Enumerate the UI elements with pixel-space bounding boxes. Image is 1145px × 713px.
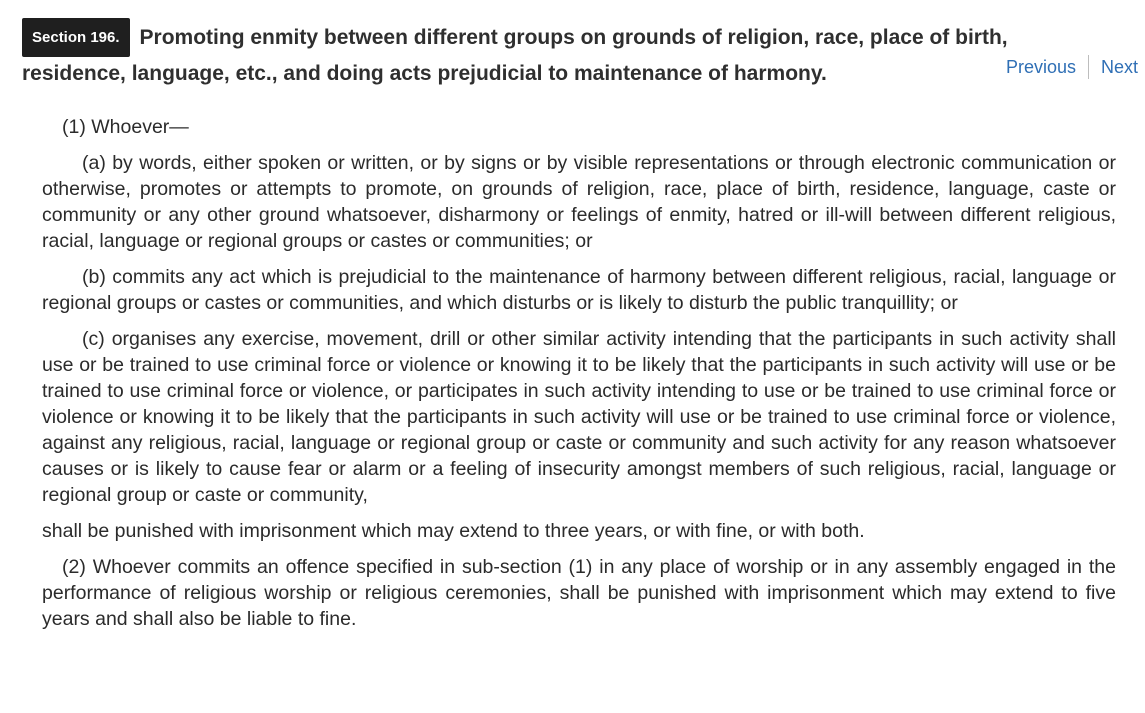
previous-link[interactable]: Previous: [1005, 57, 1076, 77]
section-header: [22, 18, 1140, 90]
section-navigation: [1006, 54, 1138, 80]
next-link[interactable]: Next: [1100, 57, 1138, 77]
punishment-clause: shall be punished with imprisonment which may extend to three years, or with fine, or with both.: [42, 520, 865, 542]
section-body: [42, 114, 1116, 632]
clause-c: (c) organises any exercise, movement, drill or other similar activity intending that the participants in such activity shall use or be trained to use criminal force or violence or knowing it to be likely that the participants in such activity will use or be trained to use criminal force or violence, or participates in such activity intending to use or be trained to use criminal force or violence or knowing it to be likely that the participants in such activity will use or be trained to use criminal force or violence, against any religious, racial, language or regional group or caste or community and such activity for any reason whatsoever causes or is likely to cause fear or alarm or a feeling of insecurity amongst members of such religious, racial, language or regional group or caste or community,: [42, 328, 1116, 506]
section-title-line1: Promoting enmity between different groups on grounds of religion, race, place of birth,: [139, 26, 1008, 49]
section-badge: Section 196.: [22, 18, 130, 57]
sub-section-1-intro: (1) Whoever—: [62, 116, 189, 138]
section-title-line2: residence, language, etc., and doing acts prejudicial to maintenance of harmony.: [22, 62, 827, 85]
clause-a: (a) by words, either spoken or written, or by signs or by visible representations or through electronic communication or otherwise, promotes or attempts to promote, on grounds of religion, race, place of birth, residence, language, caste or community or any other ground whatsoever, disharmony or feelings of enmity, hatred or ill-will between different religious, racial, language or regional groups or castes or communities; or: [42, 152, 1116, 252]
clause-b: (b) commits any act which is prejudicial to the maintenance of harmony between different religious, racial, language or regional groups or castes or communities, and which disturbs or is likely to disturb the public tranquillity; or: [42, 266, 1116, 314]
nav-divider: [1088, 55, 1089, 79]
sub-section-2: (2) Whoever commits an offence specified in sub-section (1) in any place of worship or in any assembly engaged in the performance of religious worship or religious ceremonies, shall be punished with imprisonment which may extend to five years and shall also be liable to fine.: [42, 556, 1116, 630]
section-title: [22, 18, 1140, 90]
